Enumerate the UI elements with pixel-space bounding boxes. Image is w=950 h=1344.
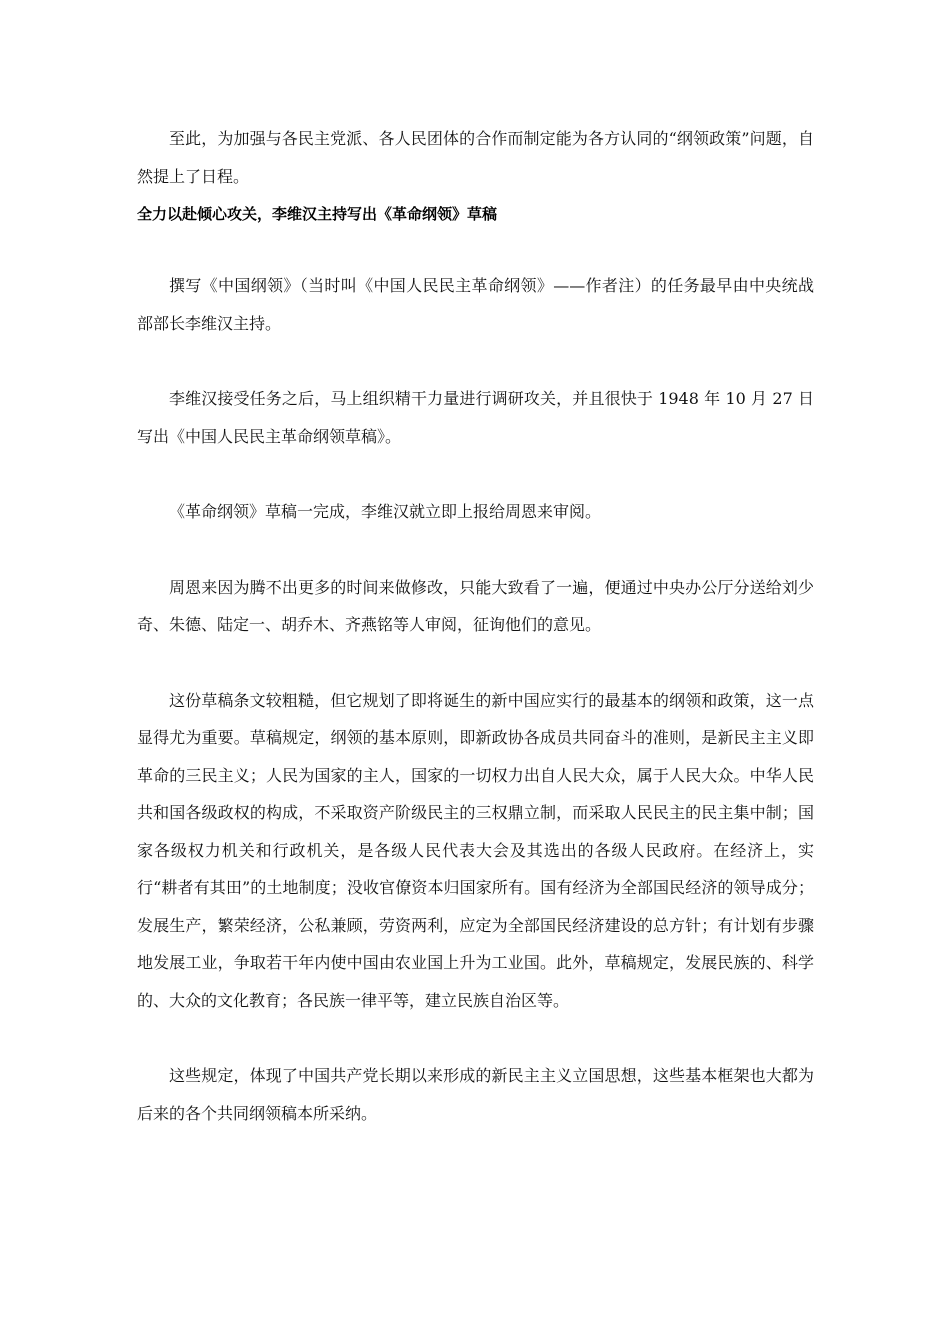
paragraph-conclusion: 这些规定，体现了中国共产党长期以来形成的新民主主义立国思想，这些基本框架也大都为后来的各个共同纲领稿本所采纳。 — [137, 1066, 814, 1123]
paragraph-drafting-task: 撰写《中国纲领》（当时叫《中国人民民主革命纲领》——作者注）的任务最早由中央统战部部长李维汉主持。 — [137, 276, 814, 333]
paragraph-draft-contents: 这份草稿条文较粗糙，但它规划了即将诞生的新中国应实行的最基本的纲领和政策，这一点显得尤为重要。草稿规定，纲领的基本原则，即新政协各成员共同奋斗的准则，是新民主主义即革命的三民主义；人民为国家的主人，国家的一切权力出自人民大众，属于人民大众。中华人民共和国各级政权的构成，不采取资产阶级民主的三权鼎立制，而采取人民民主的民主集中制；国家各级权力机关和行政机关，是各级人民代表大会及其选出的各级人民政府。在经济上，实行“耕者有其田”的土地制度；没收官僚资本归国家所有。国有经济为全部国民经济的领导成分；发展生产，繁荣经济，公私兼顾，劳资两利，应定为全部国民经济建设的总方针；有计划有步骤地发展工业，争取若干年内使中国由农业国上升为工业国。此外，草稿规定，发展民族的、科学的、大众的文化教育；各民族一律平等，建立民族自治区等。 — [137, 690, 814, 1010]
paragraph-intro: 至此，为加强与各民主党派、各人民团体的合作而制定能为各方认同的“纲领政策”问题，自然提上了日程。 — [137, 129, 814, 186]
paragraph-submitted: 《革命纲领》草稿一完成，李维汉就立即上报给周恩来审阅。 — [169, 502, 602, 521]
section-heading: 全力以赴倾心攻关，李维汉主持写出《革命纲领》草稿 — [137, 205, 498, 223]
paragraph-review: 周恩来因为腾不出更多的时间来做修改，只能大致看了一遍，便通过中央办公厅分送给刘少奇、朱德、陆定一、胡乔木、齐燕铭等人审阅，征询他们的意见。 — [137, 577, 814, 634]
document-body — [137, 120, 814, 1132]
paragraph-draft-written: 李维汉接受任务之后，马上组织精干力量进行调研攻关，并且很快于 1948 年 10 月 27 日写出《中国人民民主革命纲领草稿》。 — [137, 389, 814, 446]
